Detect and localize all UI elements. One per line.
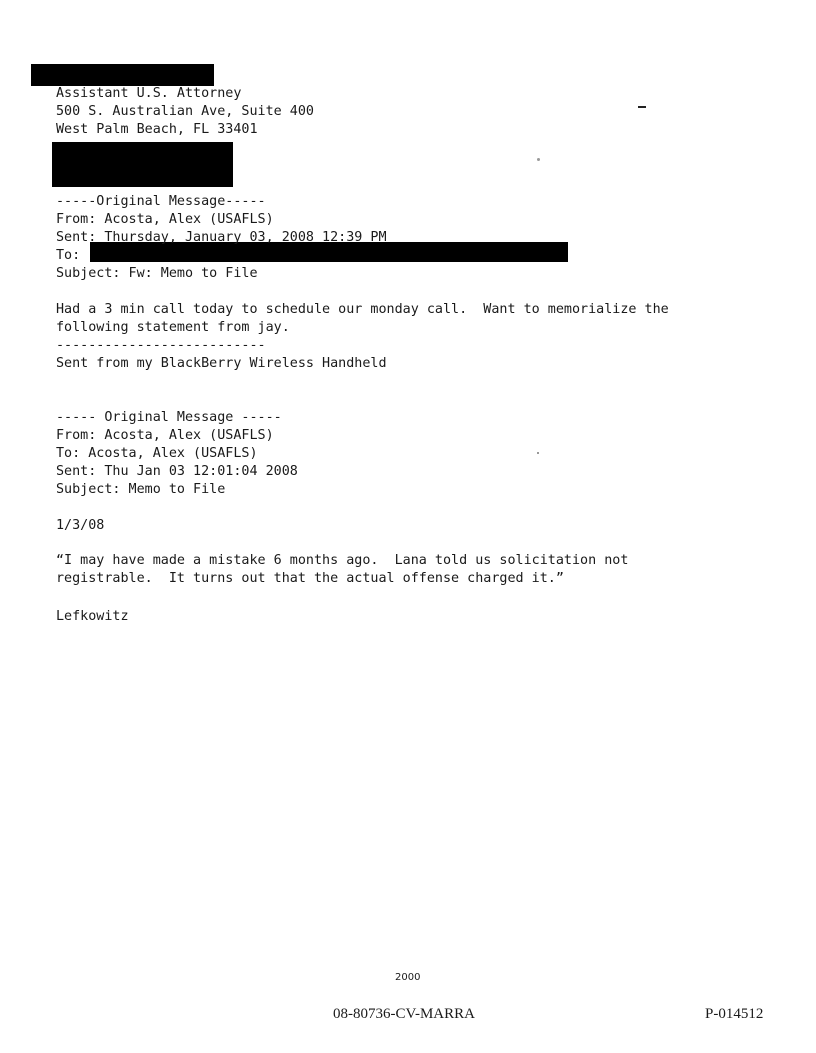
forwarded-to: To: [56, 248, 81, 263]
redaction-contact [52, 142, 233, 187]
original-subject: Subject: Memo to File [56, 482, 226, 497]
forwarded-separator: -------------------------- [56, 338, 266, 353]
memo-date: 1/3/08 [56, 518, 105, 533]
original-header: ----- Original Message ----- [56, 410, 282, 425]
scan-speck [537, 452, 539, 454]
original-sent: Sent: Thu Jan 03 12:01:04 2008 [56, 464, 298, 479]
signature-address-line2: West Palm Beach, FL 33401 [56, 122, 258, 137]
redaction-name [31, 64, 214, 86]
bates-number: P-014512 [705, 1006, 764, 1022]
forwarded-body-line1: Had a 3 min call today to schedule our monday call. Want to memorialize the [56, 302, 669, 317]
forwarded-header: -----Original Message----- [56, 194, 266, 209]
quote-line1: “I may have made a mistake 6 months ago. Lana told us solicitation not [56, 553, 629, 568]
forwarded-from: From: Acosta, Alex (USAFLS) [56, 212, 274, 227]
signature-title: Assistant U.S. Attorney [56, 86, 242, 101]
attribution: Lefkowitz [56, 609, 129, 624]
device-signature: Sent from my BlackBerry Wireless Handheld [56, 356, 387, 371]
original-from: From: Acosta, Alex (USAFLS) [56, 428, 274, 443]
quote-line2: registrable. It turns out that the actual offense charged it.” [56, 571, 564, 586]
signature-address-line1: 500 S. Australian Ave, Suite 400 [56, 104, 314, 119]
case-number: 08-80736-CV-MARRA [333, 1006, 475, 1022]
scan-mark [638, 106, 646, 108]
original-to: To: Acosta, Alex (USAFLS) [56, 446, 258, 461]
forwarded-subject: Subject: Fw: Memo to File [56, 266, 258, 281]
forwarded-body-line2: following statement from jay. [56, 320, 290, 335]
page-number: 2000 [395, 972, 421, 983]
scan-speck [537, 158, 540, 161]
forwarded-sent: Sent: Thursday, January 03, 2008 12:39 PM [56, 230, 387, 245]
